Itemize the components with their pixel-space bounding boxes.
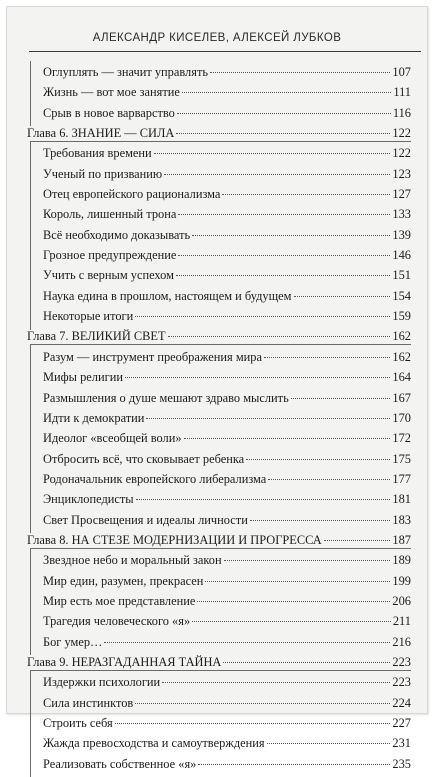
entry-title: Трагедия человеческого «я» <box>43 614 191 629</box>
entry-title: Мир един, разумен, прекрасен <box>43 573 204 588</box>
entry-title: Жизнь — вот мое занятие <box>43 85 180 100</box>
dot-leader <box>324 539 391 541</box>
chapter-title: Глава 6. ЗНАНИЕ — СИЛА <box>27 126 175 141</box>
entry-title: Энциклопедисты <box>43 492 134 507</box>
page-number: 154 <box>392 288 411 303</box>
page-number: 183 <box>392 512 411 527</box>
dot-leader <box>210 71 390 73</box>
chapter-rule <box>30 548 411 550</box>
entry-title: Размышления о душе мешают здраво мыслить <box>43 390 289 405</box>
entry-title: Свет Просвещения и идеалы личности <box>43 512 248 527</box>
entry-title: Идеолог «всеобщей воли» <box>43 431 182 446</box>
entry-title: Строить себя <box>43 716 113 730</box>
dot-leader <box>192 620 391 622</box>
dot-leader <box>168 335 391 337</box>
toc-entry-row <box>7 513 427 533</box>
entry-title: Отбросить всё, что сковывает ребенка <box>43 451 245 466</box>
dot-leader <box>125 376 390 378</box>
page-number: 172 <box>392 431 411 446</box>
page-number: 133 <box>392 207 411 222</box>
page-number: 175 <box>392 451 411 466</box>
entry-title: Идти к демократии <box>43 410 145 425</box>
entry-title: Некоторые итоги <box>43 309 134 324</box>
page-number: 139 <box>392 227 411 242</box>
page-number: 127 <box>392 187 411 202</box>
dot-leader <box>222 193 390 195</box>
toc-entry-row <box>7 207 427 227</box>
entry-title: Разум — инструмент преображения мира <box>43 349 263 364</box>
dot-leader <box>136 498 391 500</box>
chapter-title: Глава 9. НЕРАЗГАДАННАЯ ТАЙНА <box>27 654 222 669</box>
dot-leader <box>205 580 390 582</box>
page-number: 227 <box>392 716 411 730</box>
dot-leader <box>223 661 390 663</box>
dot-leader <box>246 458 390 460</box>
dot-leader <box>154 152 391 154</box>
table-of-contents <box>7 65 427 777</box>
page-number: 122 <box>392 126 411 141</box>
entry-title: Учить с верным успехом <box>43 268 174 283</box>
toc-chapter-row <box>7 126 427 146</box>
entry-title: Сила инстинктов <box>43 695 134 710</box>
page-number: 146 <box>392 248 411 263</box>
toc-entry-row <box>7 736 427 756</box>
page-number: 199 <box>392 573 411 588</box>
dot-leader <box>162 681 390 683</box>
chapter-rule <box>30 670 411 672</box>
toc-chapter-row <box>7 655 427 675</box>
toc-entry-row <box>7 391 427 411</box>
dot-leader <box>184 437 391 439</box>
toc-entry-row <box>7 614 427 634</box>
entry-title: Король, лишенный трона <box>43 207 177 222</box>
entry-title: Жажда превосходства и самоутверждения <box>43 736 265 751</box>
page-number: 123 <box>392 166 411 181</box>
dot-leader <box>192 234 390 236</box>
toc-entry-row <box>7 574 427 594</box>
dot-leader <box>135 702 390 704</box>
page-number: 206 <box>392 593 411 608</box>
toc-entry-row <box>7 472 427 492</box>
toc-entry-row <box>7 167 427 187</box>
page-number: 223 <box>392 654 411 669</box>
page-number: 231 <box>392 736 411 751</box>
dot-leader <box>146 417 390 419</box>
entry-title: Издержки психологии <box>43 675 161 690</box>
toc-entry-row <box>7 268 427 288</box>
page-number: 181 <box>392 492 411 507</box>
page-number: 216 <box>392 634 411 649</box>
toc-entry-row <box>7 675 427 695</box>
toc-entry-row <box>7 309 427 329</box>
toc-entry-row <box>7 635 427 655</box>
page-number: 159 <box>392 309 411 324</box>
entry-title: Мифы религии <box>43 370 123 385</box>
toc-entry-row <box>7 228 427 248</box>
dot-leader <box>182 91 391 93</box>
entry-title: Родоначальник европейского либерализма <box>43 471 267 486</box>
dot-leader <box>115 722 391 724</box>
chapter-title: Глава 7. ВЕЛИКИЙ СВЕТ <box>27 329 166 344</box>
page-number: 162 <box>392 349 411 364</box>
dot-leader <box>264 356 390 358</box>
running-header: АЛЕКСАНДР КИСЕЛЕВ, АЛЕКСЕЙ ЛУБКОВ <box>92 32 342 44</box>
page-number: 224 <box>392 695 411 710</box>
entry-title: Звездное небо и моральный закон <box>43 553 222 568</box>
toc-entry-row <box>7 248 427 268</box>
toc-entry-row <box>7 85 427 105</box>
toc-chapter-row <box>7 329 427 349</box>
dot-leader <box>176 274 390 276</box>
dot-leader <box>176 132 390 134</box>
dot-leader <box>250 519 391 521</box>
toc-entry-row <box>7 65 427 85</box>
toc-entry-row <box>7 594 427 614</box>
dot-leader <box>291 397 391 399</box>
page-number: 164 <box>392 370 411 385</box>
dot-leader <box>178 213 390 215</box>
page-number: 211 <box>392 614 411 629</box>
dot-leader <box>198 763 390 765</box>
toc-entry-row <box>7 553 427 573</box>
dot-leader <box>178 254 390 256</box>
page-number: 187 <box>392 532 411 547</box>
toc-entry-row <box>7 370 427 390</box>
dot-leader <box>267 742 391 744</box>
chapter-rule <box>30 141 411 143</box>
toc-entry-row <box>7 452 427 472</box>
toc-entry-row <box>7 757 427 777</box>
dot-leader <box>164 173 390 175</box>
page-number: 189 <box>392 553 411 568</box>
toc-entry-row <box>7 716 427 736</box>
page-number: 167 <box>392 390 411 405</box>
toc-entry-row <box>7 187 427 207</box>
dot-leader <box>224 559 391 561</box>
entry-title: Мир есть мое представление <box>43 593 196 608</box>
dot-leader <box>177 112 391 114</box>
toc-chapter-row <box>7 533 427 553</box>
page-number: 107 <box>392 65 411 79</box>
entry-title: Оглуплять — значит управлять <box>43 65 209 79</box>
toc-entry-row <box>7 106 427 126</box>
toc-entry-row <box>7 289 427 309</box>
dot-leader <box>197 600 390 602</box>
entry-title: Ученый по призванию <box>43 166 163 181</box>
entry-title: Бог умер… <box>43 634 103 649</box>
page-number: 116 <box>392 105 411 120</box>
entry-title: Наука едина в прошлом, настоящем и будущем <box>43 288 292 303</box>
page-number: 122 <box>392 146 411 161</box>
page-number: 223 <box>392 675 411 690</box>
page-number: 162 <box>392 329 411 344</box>
entry-title: Реализовать собственное «я» <box>43 756 197 771</box>
entry-title: Всё необходимо доказывать <box>43 227 191 242</box>
entry-title: Срыв в новое варварство <box>43 105 175 120</box>
toc-entry-row <box>7 696 427 716</box>
dot-leader <box>294 295 391 297</box>
entry-title: Требования времени <box>43 146 152 161</box>
toc-entry-row <box>7 492 427 512</box>
page-number: 151 <box>392 268 411 283</box>
toc-entry-row <box>7 146 427 166</box>
book-page <box>6 6 428 771</box>
toc-entry-row <box>7 431 427 451</box>
entry-title: Отец европейского рационализма <box>43 187 221 202</box>
entry-title: Грозное предупреждение <box>43 248 177 263</box>
page-number: 177 <box>392 471 411 486</box>
page-number: 111 <box>393 85 411 100</box>
toc-entry-row <box>7 350 427 370</box>
header-rule <box>29 51 421 52</box>
page-number: 235 <box>392 756 411 771</box>
page-number: 170 <box>392 410 411 425</box>
toc-entry-row <box>7 411 427 431</box>
chapter-title: Глава 8. НА СТЕЗЕ МОДЕРНИЗАЦИИ И ПРОГРЕССА <box>27 532 322 547</box>
dot-leader <box>268 478 390 480</box>
chapter-rule <box>30 344 411 346</box>
dot-leader <box>104 641 390 643</box>
dot-leader <box>135 315 390 317</box>
